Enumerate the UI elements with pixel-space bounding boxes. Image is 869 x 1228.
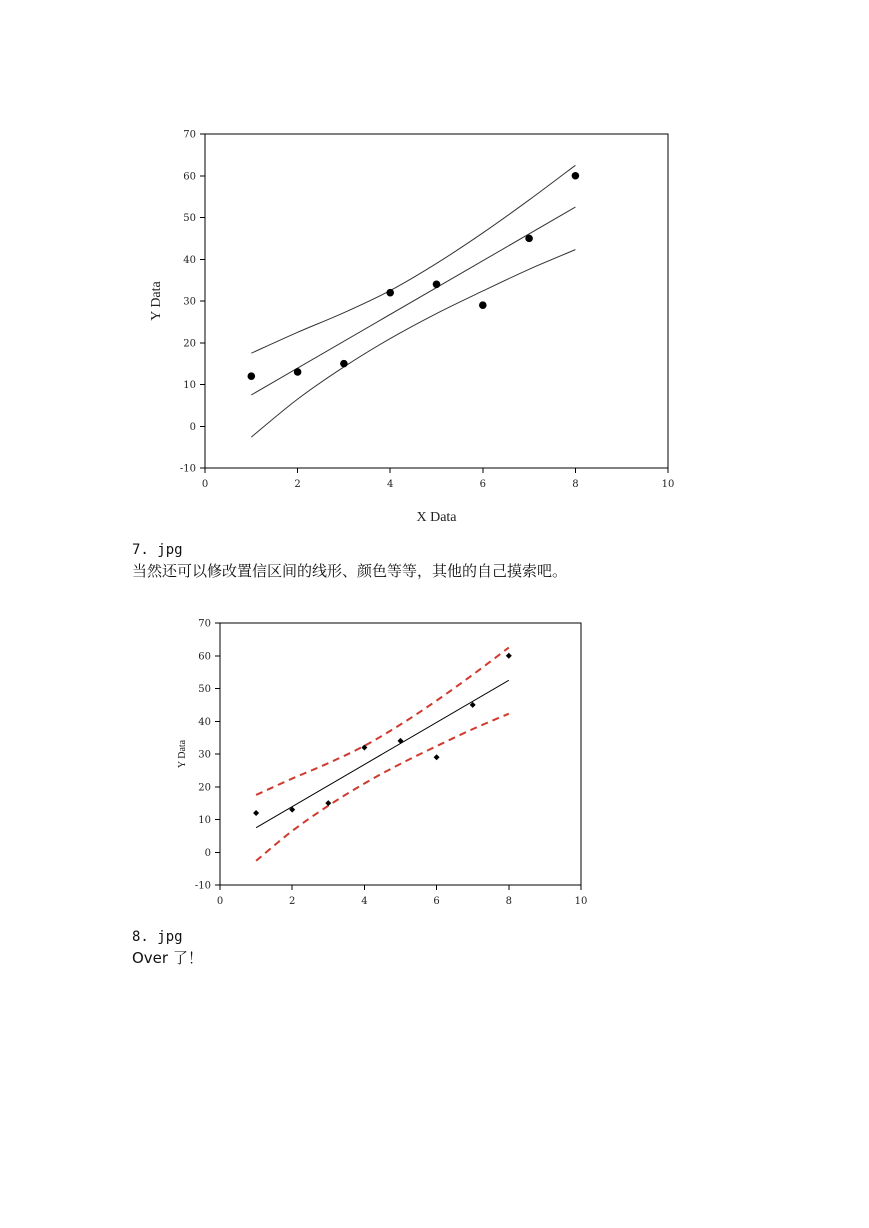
chart2-confidence-upper-line xyxy=(256,648,509,795)
chart1-data-point xyxy=(340,360,348,368)
chart2-y-tick-label: 30 xyxy=(198,749,211,761)
figure-caption-7: 7. jpg xyxy=(132,542,183,558)
chart1-x-tick-label: 0 xyxy=(201,479,209,490)
chart1-x-tick-label: 8 xyxy=(572,479,579,490)
chart2-plot-frame xyxy=(220,623,581,885)
chart2-data-point xyxy=(253,810,259,816)
chart1-data-point xyxy=(479,301,487,309)
chart2-data-point xyxy=(398,738,404,744)
chart2-y-tick-label: 60 xyxy=(198,651,211,663)
chart1-y-tick-label: 0 xyxy=(189,421,196,433)
chart-figure-8 xyxy=(168,612,608,912)
chart2-x-tick-label: 6 xyxy=(433,896,440,907)
chart1-data-point xyxy=(433,281,441,289)
chart2-y-tick-label: 70 xyxy=(198,618,211,630)
chart1-data-point xyxy=(386,289,394,297)
chart2-x-tick-label: 10 xyxy=(574,896,588,907)
chart-figure-7 xyxy=(140,118,700,538)
chart2-x-tick-label: 4 xyxy=(361,896,368,907)
chart1-y-tick-label: 50 xyxy=(183,213,196,224)
chart2-x-tick-label: 2 xyxy=(289,896,296,907)
chart1-data-point xyxy=(248,372,256,380)
chart2-y-tick-label: 40 xyxy=(198,716,211,728)
chart1-y-tick-label: 20 xyxy=(183,338,196,350)
chart1-y-tick-label: 70 xyxy=(183,129,196,141)
chart1-y-axis-title: Y Data xyxy=(149,281,164,321)
chart2-x-tick-label: 0 xyxy=(216,896,224,907)
chart2-data-point xyxy=(434,754,440,760)
chart-svg-2 xyxy=(168,612,608,912)
chart2-y-tick-label: 20 xyxy=(198,782,211,794)
chart1-x-tick-label: 10 xyxy=(661,479,675,490)
chart2-y-axis-title: Y Data xyxy=(177,739,188,769)
chart1-x-axis-title: X Data xyxy=(416,510,457,525)
chart2-confidence-lower-line xyxy=(256,714,509,861)
figure-caption-8: 8. jpg xyxy=(132,929,183,945)
chart2-data-point xyxy=(325,800,331,806)
chart1-x-tick-label: 6 xyxy=(479,479,486,490)
chart1-data-point xyxy=(294,368,302,376)
chart2-x-tick-label: 8 xyxy=(505,896,512,907)
chart1-x-tick-label: 2 xyxy=(294,479,301,490)
body-paragraph-2: Over 了！ xyxy=(132,949,203,967)
chart2-regression-line xyxy=(256,680,509,827)
chart2-y-tick-label: -10 xyxy=(194,880,211,892)
chart1-y-tick-label: 40 xyxy=(183,254,196,266)
chart1-y-tick-label: 10 xyxy=(183,380,196,391)
chart2-y-tick-label: 0 xyxy=(204,847,211,859)
chart1-data-point xyxy=(572,172,580,180)
chart2-data-point xyxy=(506,653,512,659)
chart2-y-tick-label: 10 xyxy=(198,815,211,826)
chart1-regression-line xyxy=(251,207,575,395)
body-paragraph-1: 当然还可以修改置信区间的线形、颜色等等，其他的自己摸索吧。 xyxy=(132,562,568,580)
chart1-x-tick-label: 4 xyxy=(387,479,394,490)
chart1-data-point xyxy=(525,235,533,243)
chart1-y-tick-label: 60 xyxy=(183,171,196,183)
chart1-confidence-upper-line xyxy=(251,165,575,353)
chart-svg-1 xyxy=(140,118,700,538)
chart1-y-tick-label: -10 xyxy=(179,463,196,475)
chart1-y-tick-label: 30 xyxy=(183,296,196,308)
chart2-y-tick-label: 50 xyxy=(198,684,211,695)
